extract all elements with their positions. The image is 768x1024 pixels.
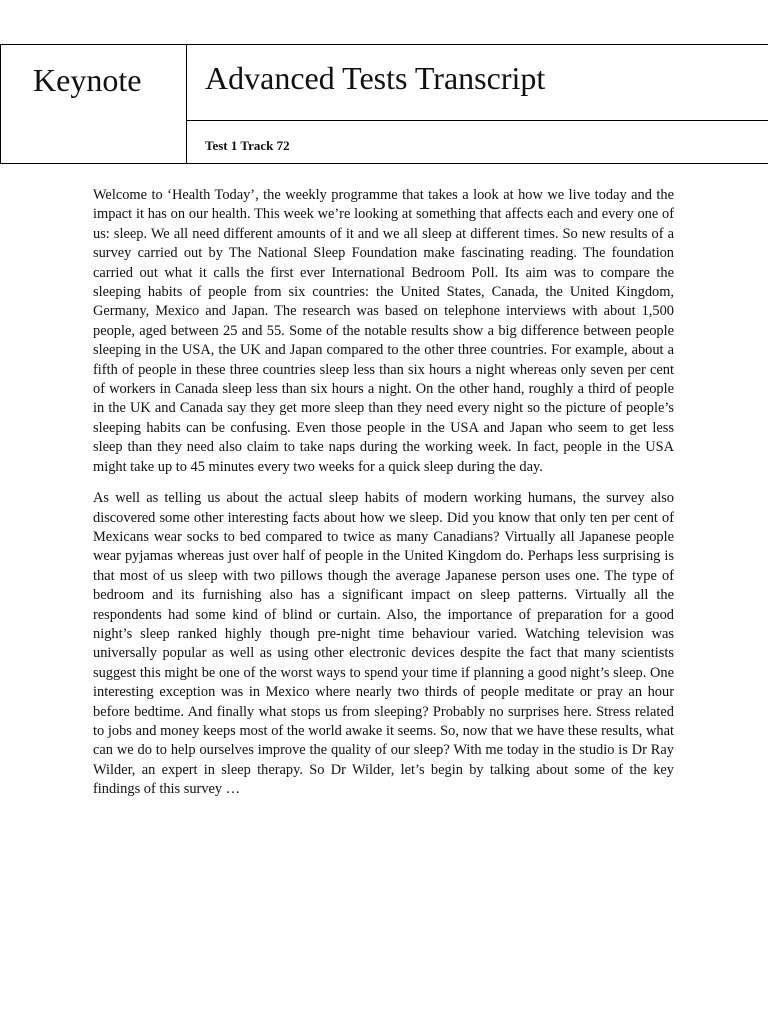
- transcript-paragraph-1: Welcome to ‘Health Today’, the weekly programme that takes a look at how we live today and the impact it has on our health. This week we’re looking at something that affects each and every one of us: sleep. We all need different amounts of it and we all sleep at different times. So new results of a survey carried out by The National Sleep Foundation make fascinating reading. The foundation carried out what it calls the first ever International Bedroom Poll. Its aim was to compare the sleeping habits of people from six countries: the United States, Canada, the United Kingdom, Germany, Mexico and Japan. The research was based on telephone interviews with about 1,500 people, aged between 25 and 55. Some of the notable results show a big difference between people sleeping in the USA, the UK and Japan compared to the other three countries. For example, about a fifth of people in these three countries sleep less than six hours a night whereas only seven per cent of workers in Canada sleep less than six hours a night. On the other hand, roughly a third of people in the UK and Canada say they get more sleep than they need every night so the picture of people’s sleeping habits can be confusing. Even those people in the USA and Japan who seem to get less sleep than they need also claim to take naps during the working week. In fact, people in the USA might take up to 45 minutes every two weeks for a quick sleep during the day.: [93, 187, 674, 475]
- document-title: Advanced Tests Transcript: [205, 60, 546, 96]
- brand-name: Keynote: [33, 62, 142, 98]
- transcript-paragraph-2: As well as telling us about the actual sleep habits of modern working humans, the survey also discovered some other interesting facts about how we sleep. Did you know that only ten per cent of Mexicans wear socks to bed compared to twice as many Canadians? Virtually all Japanese people wear pyjamas whereas just over half of people in the United Kingdom do. Perhaps less surprising is that most of us sleep with two pillows though the average Japanese person uses one. The type of bedroom and its furnishing also has a significant impact on sleep patterns. Virtually all the respondents had some kind of blind or curtain. Also, the importance of preparation for a good night’s sleep ranked highly though pre-night time behaviour varied. Watching television was universally popular as well as using other electronic devices despite the fact that many scientists suggest this might be one of the worst ways to spend your time if planning a good night’s sleep. One interesting exception was in Mexico where nearly two thirds of people meditate or pray an hour before bedtime. And finally what stops us from sleeping? Probably no surprises here. Stress related to jobs and money keeps most of the world awake it seems. So, now that we have these results, what can we do to help ourselves improve the quality of our sleep? With me today in the studio is Dr Ray Wilder, an expert in sleep therapy. So Dr Wilder, let’s begin by talking about some of the key findings of this survey …: [93, 490, 674, 798]
- title-cell: [187, 45, 768, 163]
- header-divider: [187, 120, 768, 121]
- document-header: [0, 44, 768, 164]
- transcript-body: [93, 186, 674, 812]
- track-label: Test 1 Track 72: [205, 138, 290, 153]
- brand-cell: [0, 45, 187, 163]
